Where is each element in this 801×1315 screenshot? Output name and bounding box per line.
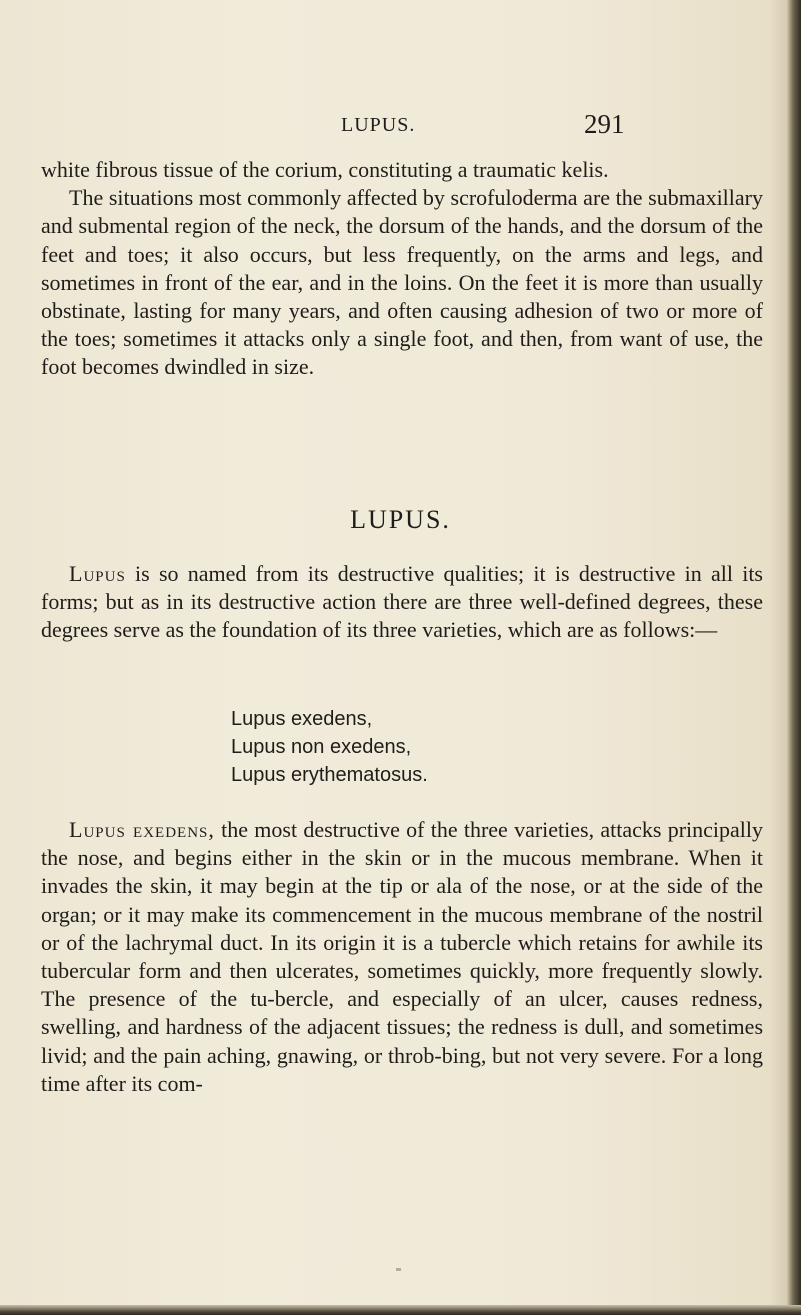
variety-item: Lupus non exedens, — [231, 735, 412, 758]
section-title: LUPUS. — [350, 505, 451, 534]
lupus-intro-text: is so named from its destructive qualities; it is destructive in all its forms; but as in its destructive action there are three well-defined degrees, these degrees serve as the foundation of its three varieties, which are as follows:— — [41, 561, 763, 643]
scrofuloderma-text — [41, 156, 763, 382]
lupus-exedens-text: the most destructive of the three varieties, attacks principally the nose, and begins either in the skin or in the mucous membrane. When it invades the skin, it may begin at the tip or ala of the nose, or at the side of the organ; or it may make its commencement in the mucous membrane of the nostril or of the lachrymal duct. In its origin it is a tubercle which retains for awhile its tubercular form and then ulcerates, sometimes quickly, more frequently slowly. The presence of the tu-bercle, and especially of an ulcer, causes redness, swelling, and hardness of the adjacent tissues; the redness is dull, and sometimes livid; and the pain aching, gnawing, or throb-bing, but not very severe. For a long time after its com- — [41, 817, 763, 1096]
lupus-intro-paragraph — [41, 560, 763, 645]
lupus-lead-word: Lupus — [69, 561, 126, 586]
paragraph-situations: The situations most commonly affected by scrofuloderma are the submaxillary and submental region of the neck, the dorsum of the hands, and the dorsum of the feet and toes; it also occurs, but less frequently, on the arms and legs, and sometimes in front of the ear, and in the loins. On the feet it is more than usually obstinate, lasting for many years, and often causing adhesion of two or more of the toes; sometimes it attacks only a single foot, and then, from want of use, the foot becomes dwindled in size. — [41, 185, 763, 380]
running-head — [0, 109, 801, 144]
lupus-exedens-paragraph — [41, 816, 763, 1098]
variety-item: Lupus erythematosus. — [231, 763, 428, 786]
page-bottom-edge — [0, 1305, 801, 1315]
paragraph-continuation: white fibrous tissue of the corium, constituting a traumatic kelis. — [41, 157, 609, 182]
variety-item: Lupus exedens, — [231, 708, 373, 730]
page-mark — [396, 1268, 401, 1271]
varieties-list — [231, 706, 428, 789]
page-number: 291 — [584, 109, 625, 139]
page-edge-shadow — [787, 0, 801, 1315]
lupus-exedens-lead: Lupus exedens, — [69, 817, 215, 842]
running-head-title: LUPUS. — [341, 114, 416, 136]
